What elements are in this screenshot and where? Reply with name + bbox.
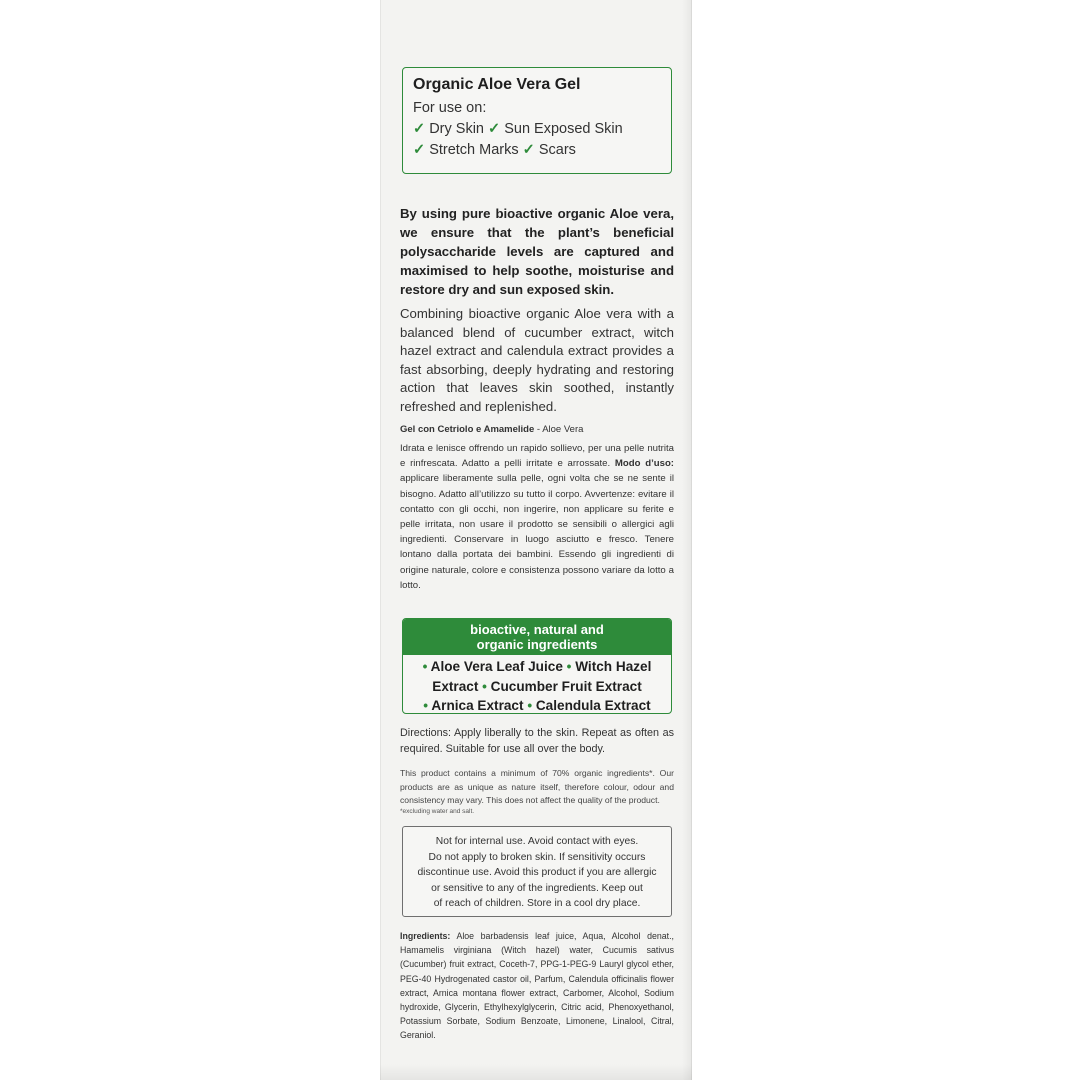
bullet: • (422, 659, 428, 674)
bullet: • (566, 659, 572, 674)
key-ingredients-header (403, 619, 671, 655)
use-item-dry-skin: Dry Skin (429, 121, 484, 137)
use-line-2 (413, 140, 661, 161)
ingredients-list (400, 929, 674, 1043)
ingredient-witch-hazel: Witch Hazel (575, 659, 652, 674)
ingredient-witch-hazel-extract: Extract (432, 678, 479, 694)
check-icon: ✓ (413, 121, 426, 137)
warning-line-3: discontinue use. Avoid this product if you are allergic (417, 867, 657, 879)
use-on-box (402, 67, 672, 174)
italian-text-1: Idrata e lenisce offrendo un rapido sollievo, per una pelle nutrita e rinfrescata. Adatto a pelli irritate e arrossate. (400, 443, 674, 470)
italian-title: Gel con Cetriolo e Amamelide (400, 424, 535, 435)
warning-line-4: or sensitive to any of the ingredients. Keep out (431, 882, 643, 894)
warning-line-5: of reach of children. Store in a cool dry place. (433, 898, 641, 910)
italian-text-2: applicare liberamente sulla pelle, ogni volta che se ne sente il bisogno. Adatto all’utilizzo su tutto il corpo. Avvertenze: evitare il contatto con gli occhi, non ingerire, non applicare su ferite e pelle irritata, non usare il prodotto se sensibili o allergici agli ingredienti. Conservare in luogo asciutto e fresco. Tenere lontano dalla portata dei bambini. Essendo gli ingredienti di origine naturale, colore e consistenza possono variare da lotto a lotto. (400, 473, 674, 591)
ingredients-line-1 (403, 657, 671, 677)
bullet: • (482, 678, 487, 694)
use-item-stretch-marks: Stretch Marks (429, 142, 519, 158)
italian-description (400, 441, 674, 593)
check-icon: ✓ (522, 142, 535, 158)
ingredients-line-3 (403, 696, 671, 714)
intro-bold-text: By using pure bioactive organic Aloe vera, we ensure that the plant’s beneficial polysaccharide levels are captured and maximised to help soothe, moisturise and restore dry and sun exposed skin. (400, 206, 674, 297)
ingredients-text: Aloe barbadensis leaf juice, Aqua, Alcohol denat., Hamamelis virginiana (Witch hazel) water, Cucumis sativus (Cucumber) fruit extract, Coceth-7, PPG-1-PEG-9 Lauryl glycol ether, PEG-40 Hydrogenated castor oil, Parfum, Calendula officinalis flower extract, Arnica montana flower extract, Carbomer, Alcohol, Sodium hydroxide, Glycerin, Ethylhexylglycerin, Citric acid, Phenoxyethanol, Potassium Sorbate, Sodium Benzoate, Limonene, Linalool, Citral, Geraniol. (400, 931, 674, 1041)
italian-title-suffix: - Aloe Vera (534, 424, 584, 435)
panel-edge-shade (682, 0, 692, 1080)
warning-box (402, 826, 672, 917)
product-title: Organic Aloe Vera Gel (413, 76, 581, 93)
key-ingredients-box (402, 618, 672, 714)
use-line-1 (413, 119, 661, 140)
directions-text: Directions: Apply liberally to the skin. Repeat as often as required. Suitable for use all over the body. (400, 727, 674, 755)
use-item-scars: Scars (538, 142, 576, 158)
warning-line-1: Not for internal use. Avoid contact with eyes. (435, 836, 639, 847)
panel-bottom-shade (380, 1064, 692, 1080)
use-subtitle: For use on: (413, 100, 487, 116)
header-line-2: organic ingredients (476, 637, 598, 652)
check-icon: ✓ (488, 121, 501, 137)
header-line-1: bioactive, natural and (470, 622, 604, 637)
organic-footnote: *excluding water and salt. (400, 808, 475, 815)
ingredient-arnica: Arnica Extract (431, 698, 524, 713)
bullet: • (423, 698, 429, 713)
warning-line-2: Do not apply to broken skin. If sensitivity occurs (428, 851, 646, 863)
ingredient-aloe-vera: Aloe Vera Leaf Juice (430, 659, 563, 674)
intro-text: Combining bioactive organic Aloe vera with a balanced blend of cucumber extract, witch hazel extract and calendula extract provides a fast absorbing, deeply hydrating and restoring action that leaves skin soothed, instantly refreshed and replenished. (400, 306, 674, 414)
italian-mode-label: Modo d’uso: (614, 458, 675, 470)
check-icon: ✓ (413, 142, 426, 158)
ingredient-calendula: Calendula Extract (535, 698, 651, 713)
ingredients-line-2 (403, 677, 671, 697)
organic-note: This product contains a minimum of 70% organic ingredients*. Our products are as unique as nature itself, therefore colour, odour and consistency may vary. This does not affect the quality of the product. (400, 768, 674, 805)
ingredient-cucumber: Cucumber Fruit Extract (490, 678, 642, 694)
italian-heading (400, 424, 674, 435)
ingredients-label: Ingredients: (400, 931, 451, 941)
key-ingredients-list (403, 655, 671, 714)
use-item-sun-exposed-skin: Sun Exposed Skin (504, 121, 623, 137)
bullet: • (527, 698, 533, 713)
